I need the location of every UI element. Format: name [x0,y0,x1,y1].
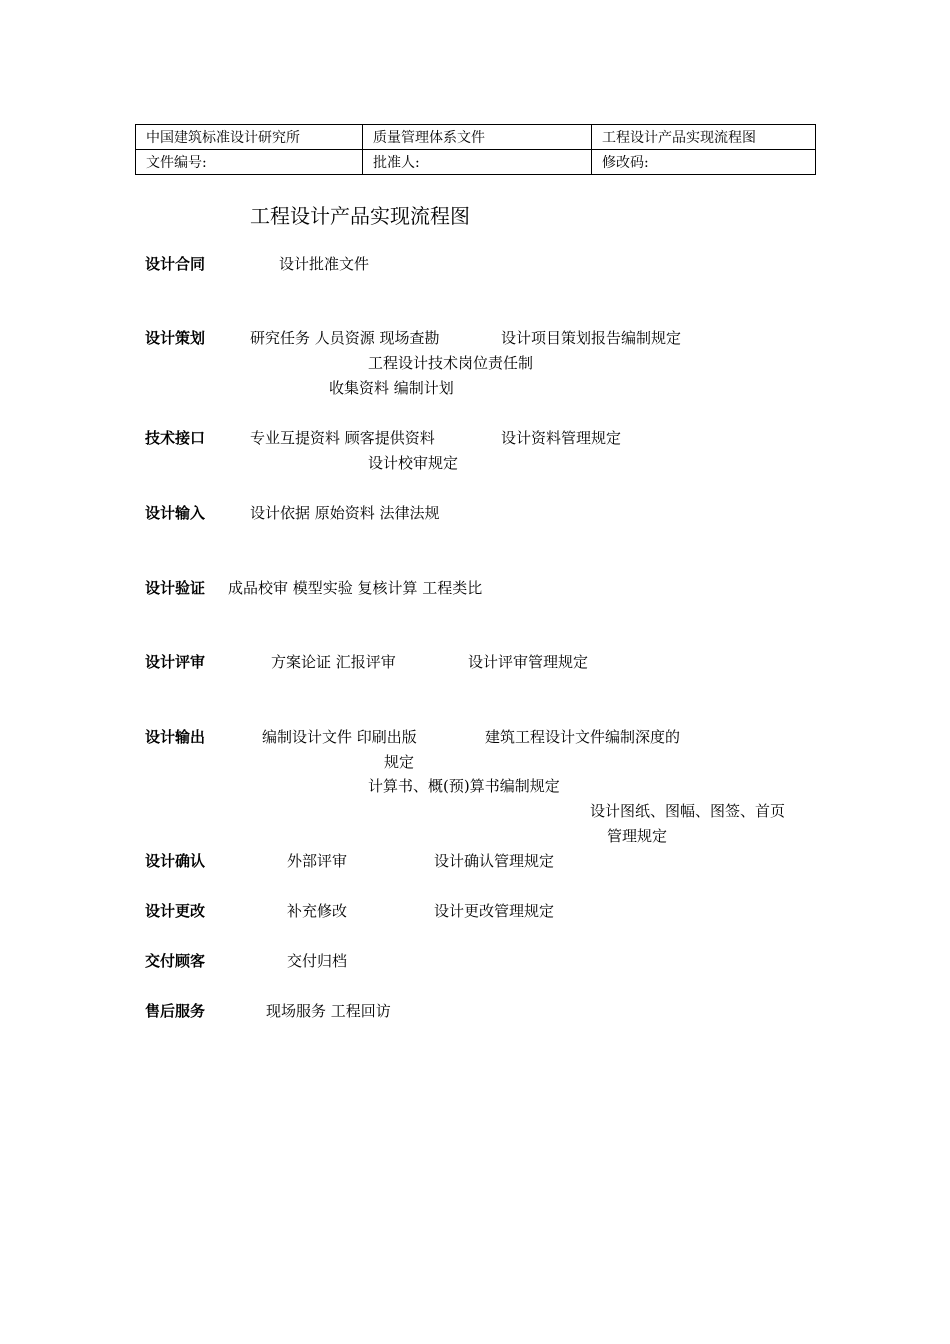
step-item: 管理规定 [607,827,668,845]
header-doc-name: 工程设计产品实现流程图 [592,125,816,150]
header-row-1 [136,125,816,150]
step-item: 编制设计文件 印刷出版 [262,728,417,746]
step-label-review: 设计评审 [145,653,206,671]
step-item: 设计图纸、图幅、图签、首页 [590,802,786,820]
step-item: 设计评审管理规定 [468,653,589,671]
step-item: 规定 [384,753,415,771]
document-header-table [135,124,816,175]
step-item: 专业互提资料 顾客提供资料 [250,429,435,447]
step-item: 研究任务 人员资源 现场查勘 [250,329,440,347]
header-row-2 [136,150,816,175]
header-revision: 修改码: [592,150,816,175]
step-label-aftersales: 售后服务 [145,1002,206,1020]
step-item: 建筑工程设计文件编制深度的 [485,728,681,746]
step-label-planning: 设计策划 [145,329,206,347]
step-item: 设计更改管理规定 [434,902,555,920]
step-label-change: 设计更改 [145,902,206,920]
step-label-contract: 设计合同 [145,255,206,273]
step-item: 设计确认管理规定 [434,852,555,870]
step-item: 工程设计技术岗位责任制 [368,354,534,372]
step-item: 设计批准文件 [279,255,370,273]
header-doc-type: 质量管理体系文件 [363,125,592,150]
step-label-input: 设计输入 [145,504,206,522]
step-item: 现场服务 工程回访 [266,1002,391,1020]
page-title: 工程设计产品实现流程图 [250,204,470,228]
header-file-no: 文件编号: [136,150,363,175]
step-item: 成品校审 模型实验 复核计算 工程类比 [228,579,483,597]
step-item: 设计校审规定 [368,454,459,472]
header-org: 中国建筑标准设计研究所 [136,125,363,150]
header-approver: 批准人: [363,150,592,175]
step-item: 补充修改 [287,902,348,920]
step-item: 设计项目策划报告编制规定 [501,329,682,347]
step-item: 收集资料 编制计划 [329,379,454,397]
step-item: 设计依据 原始资料 法律法规 [250,504,440,522]
step-item: 设计资料管理规定 [501,429,622,447]
step-item: 外部评审 [287,852,348,870]
step-label-delivery: 交付顾客 [145,952,206,970]
step-item: 方案论证 汇报评审 [271,653,396,671]
step-label-output: 设计输出 [145,728,206,746]
step-label-interface: 技术接口 [145,429,206,447]
step-label-verify: 设计验证 [145,579,206,597]
step-item: 交付归档 [287,952,348,970]
step-item: 计算书、概(预)算书编制规定 [368,777,560,795]
step-label-confirm: 设计确认 [145,852,206,870]
